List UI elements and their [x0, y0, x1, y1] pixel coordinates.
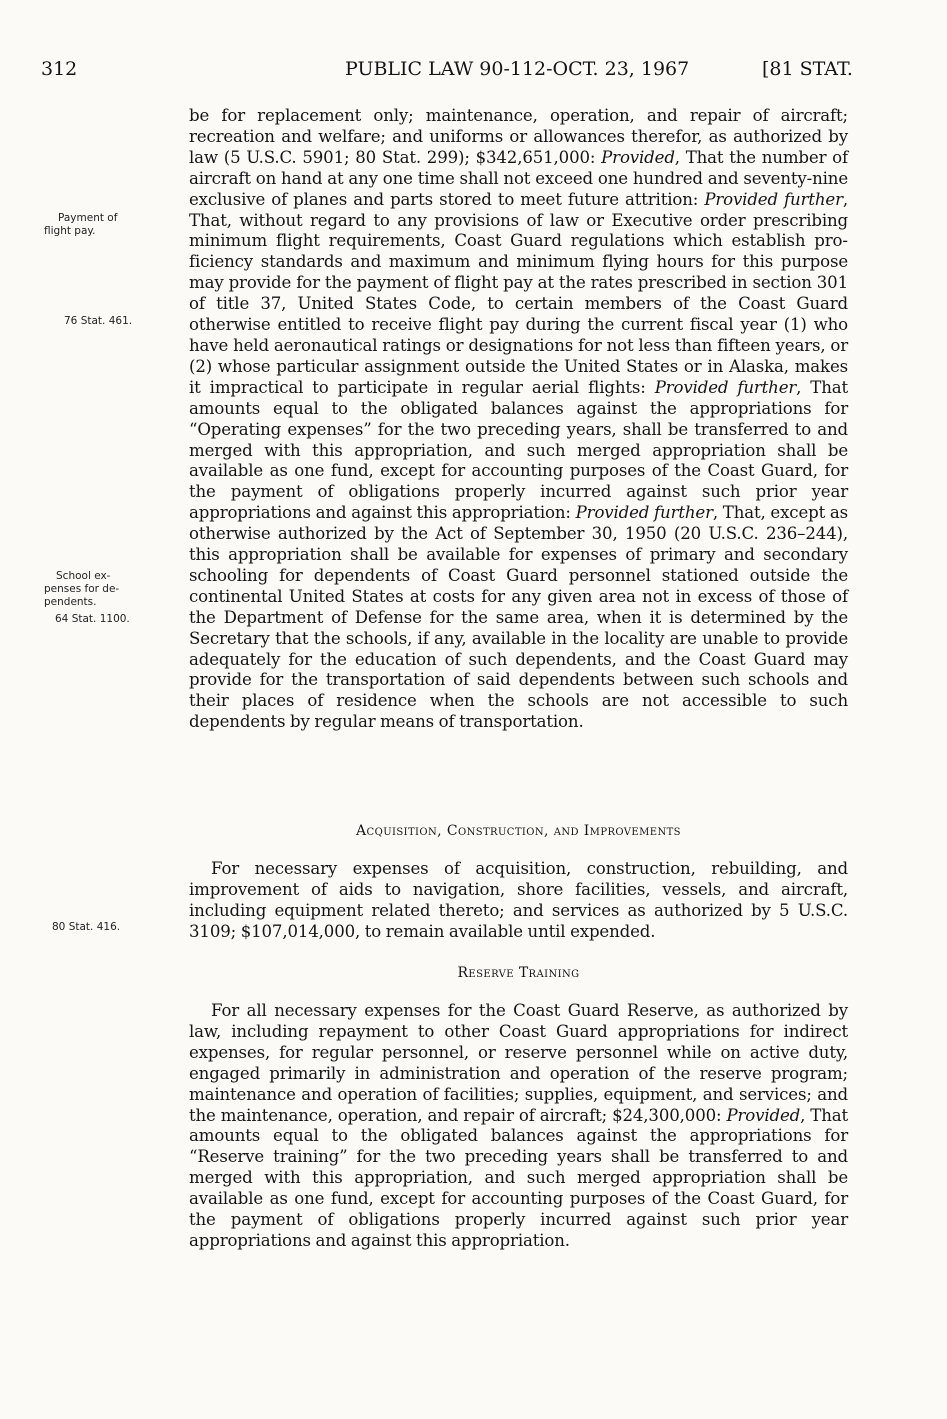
section-heading-acquisition: Acquisition, Construction, and Improvements: [356, 823, 681, 839]
text-run: , That the number of aircraft on hand at any one time shall not exceed one hundred and seventy-nine exclusive of planes and parts stored to meet future attrition:: [189, 147, 848, 209]
margin-note-80-stat: 80 Stat. 416.: [52, 921, 121, 933]
page-number: 312: [41, 58, 78, 80]
margin-note-76-stat: 76 Stat. 461.: [64, 315, 133, 327]
margin-note-school-expenses: [44, 570, 119, 609]
margin-note-line: flight pay.: [44, 225, 96, 237]
italic-proviso: Provided further: [654, 377, 797, 397]
italic-proviso: Provided: [601, 147, 675, 167]
italic-proviso: Provided: [726, 1105, 801, 1125]
acquisition-paragraph: [189, 859, 848, 943]
operating-expenses-paragraph: [189, 106, 848, 733]
text-run: , That, except as otherwise authorized by the Act of September 30, 1950 (20 U.S.C. 236–244), this appropriation shall be available for expenses of primary and secondary schooling for dependents of Coast Guard personnel stationed outside the continental United States at costs for any given area not in excess of those of the Department of Defense for the same area, when it is determined by the Secretary that the schools, if any, available in the locality are unable to provide adequately for the education of such dependents, and the Coast Guard may provide for the transportation of said dependents between such schools and their places of residence when the schools are not accessible to such dependents by regular means of transportation.: [189, 503, 849, 732]
text-run: be for replacement only; maintenance, operation, and repair of aircraft; recreation and welfare; and uniforms or allowances therefor, as authorized by law (5 U.S.C. 5901; 80 Stat. 299); $342,651,000:: [189, 106, 848, 167]
text-run: For necessary expenses of acquisition, construction, rebuilding, and improvement of aids to navigation, shore facilities, vessels, and aircraft, including equipment related thereto; and services as authorized by 5 U.S.C. 3109; $107,014,000, to remain available until expended.: [189, 859, 848, 941]
text-run: , That amounts equal to the obligated balances against the appropriations for “Reserve training” for the two preceding years shall be transferred to and merged with this appropriation, and such merged appropriation shall be available as one fund, except for accounting purposes of the Coast Guard, for the payment of obligations properly incurred against such prior year appropriations and against this appropriation.: [189, 1105, 848, 1250]
reserve-training-paragraph: [189, 1001, 848, 1252]
margin-note-payment-flight-pay: [44, 212, 117, 238]
running-header-title: PUBLIC LAW 90-112-OCT. 23, 1967: [345, 58, 690, 80]
margin-note-line: penses for de-: [44, 583, 120, 595]
statute-volume: [81 STAT.: [762, 58, 853, 80]
italic-proviso: Provided further: [704, 189, 843, 209]
italic-proviso: Provided further: [575, 503, 713, 523]
margin-note-line: pendents.: [44, 596, 97, 608]
margin-note-64-stat: 64 Stat. 1100.: [55, 613, 130, 625]
margin-note-line: Payment of: [58, 212, 118, 224]
margin-note-line: School ex-: [56, 570, 111, 582]
text-run: , That, without regard to any provisions of law or Executive order prescribing minimum flight requirements, Coast Guard regulations which establish proficiency standards and maximum and minimum flying hours for this purpose may provide for the payment of flight pay at the rates prescribed in section 301 of title 37, United States Code, to certain members of the Coast Guard otherwise entitled to receive flight pay during the current fiscal year (1) who have held aeronautical ratings or designations for not less than fifteen years, or (2) whose particular assignment outside the United States or in Alaska, makes it impractical to participate in regular aerial flights:: [189, 189, 848, 397]
text-run: , That amounts equal to the obligated balances against the appropriations for “Operating expenses” for the two preceding years, shall be transferred to and merged with this appropriation, and such merged appropriation shall be available as one fund, except for accounting purposes of the Coast Guard, for the payment of obligations properly incurred against such prior year appropriations and against this appropriation:: [189, 377, 849, 523]
text-run: For all necessary expenses for the Coast Guard Reserve, as authorized by law, including repayment to other Coast Guard appropriations for indirect expenses, for regular personnel, or reserve personnel while on active duty, engaged primarily in administration and operation of the reserve program; maintenance and operation of facilities; supplies, equipment, and services; and the maintenance, operation, and repair of aircraft; $24,300,000:: [189, 1001, 848, 1125]
section-heading-reserve-training: Reserve Training: [457, 965, 580, 981]
